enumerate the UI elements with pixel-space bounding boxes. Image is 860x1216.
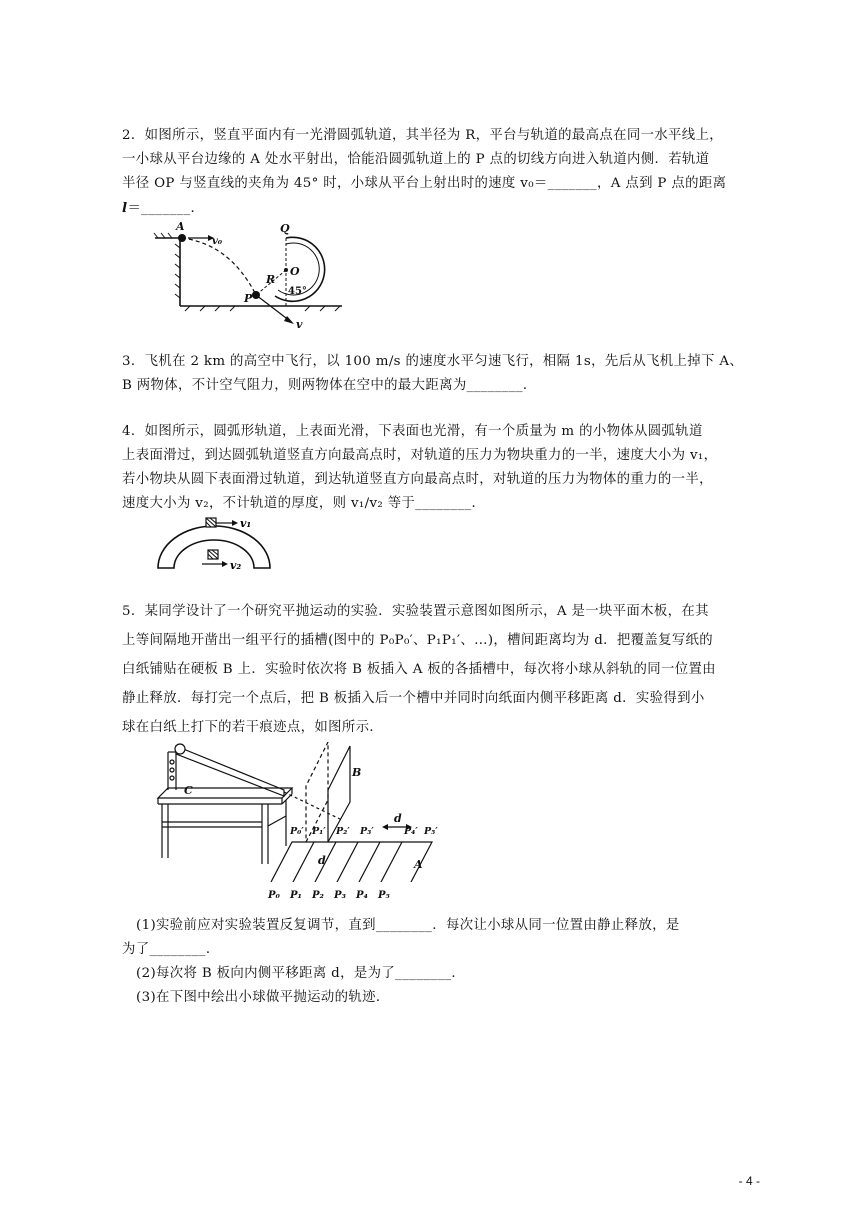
label-v1: v₁: [240, 517, 252, 530]
q5-figure: [152, 742, 442, 882]
label-p3: P₃: [334, 890, 346, 901]
q2-line-3: 半径 OP 与竖直线的夹角为 45° 时，小球从平台上射出时的速度 v₀＝_______，A 点到 P 点的距离: [122, 176, 727, 191]
q2-var-l: l: [122, 200, 128, 216]
q5-line-1: 5．某同学设计了一个研究平抛运动的实验．实验装置示意图如图所示，A 是一块平面木板，在其: [122, 604, 709, 619]
label-p3-prime: P₃′: [360, 826, 374, 837]
label-v2: v₂: [230, 559, 242, 572]
q2-line-1: 2．如图所示，竖直平面内有一光滑圆弧轨道，其半径为 R，平台与轨道的最高点在同一水平线上，: [122, 128, 724, 143]
label-p2: P₂: [312, 890, 324, 901]
label-p0: P₀: [268, 890, 280, 901]
label-v: v: [296, 318, 303, 331]
label-p4-prime: P₄′: [404, 826, 418, 837]
q5-sub2: (2)每次将 B 板向内侧平移距离 d，是为了________．: [136, 966, 466, 981]
q5-line-2: 上等间隔地开凿出一组平行的插槽(图中的 P₀P₀′、P₁P₁′、…)，槽间距离均为 d．把覆盖复写纸的: [122, 633, 714, 648]
label-p0-prime: P₀′: [290, 826, 304, 837]
q5-subquestions: [122, 914, 762, 1010]
label-p1: P₁: [290, 890, 302, 901]
q2-figure: [150, 218, 360, 333]
q4-figure: [150, 512, 275, 572]
label-board-b: B: [352, 766, 362, 779]
label-angle: 45°: [288, 286, 307, 297]
question-2: [122, 124, 762, 221]
label-board-a: A: [414, 858, 423, 871]
ball-p: [252, 291, 260, 299]
question-5: [122, 597, 762, 742]
q5-line-4: 静止释放．每打完一个点后，把 B 板插入后一个槽中并同时向纸面内侧平移距离 d．实验得到小: [122, 691, 705, 706]
label-q: Q: [280, 222, 290, 235]
label-d-bottom: d: [318, 854, 326, 867]
q5-sub3: (3)在下图中绘出小球做平抛运动的轨迹．: [136, 990, 390, 1005]
ball-a: [178, 234, 186, 242]
page-number: - 4 -: [738, 1174, 760, 1188]
q2-line-4-rest: ＝_______．: [127, 201, 205, 216]
q4-line-3: 若小物块从圆下表面滑过轨道，到达轨道竖直方向最高点时，对轨道的压力为物体的重力的一半，: [122, 472, 713, 487]
label-p5: P₅: [378, 890, 390, 901]
label-v0: v₀: [212, 236, 223, 247]
q4-line-4: 速度大小为 v₂，不计轨道的厚度，则 v₁/v₂ 等于________．: [122, 496, 486, 511]
q5-line-5: 球在白纸上打下的若干痕迹点，如图所示．: [122, 720, 384, 735]
question-3: [122, 350, 762, 398]
label-p5-prime: P₅′: [424, 826, 438, 837]
q5-line-3: 白纸铺贴在硬板 B 上．实验时依次将 B 板插入 A 板的各插槽中，每次将小球从斜轨的同一位置由: [122, 662, 716, 677]
label-o: O: [290, 265, 300, 278]
q5-sub1-b: 为了________．: [122, 942, 220, 957]
label-d-top: d: [394, 812, 402, 825]
q3-line-1: 3．飞机在 2 km 的高空中飞行，以 100 m/s 的速度水平匀速飞行，相隔 1s，先后从飞机上掉下 A、: [122, 354, 744, 369]
q3-line-2: B 两物体，不计空气阻力，则两物体在空中的最大距离为________．: [122, 378, 537, 393]
label-c: C: [184, 784, 193, 797]
label-p: P: [244, 292, 253, 305]
q4-line-1: 4．如图所示，圆弧形轨道，上表面光滑，下表面也光滑，有一个质量为 m 的小物体从圆弧轨道: [122, 424, 703, 439]
label-a: A: [176, 220, 185, 233]
label-p1-prime: P₁′: [312, 826, 326, 837]
q5-figure-bottom-labels: [262, 884, 412, 904]
q4-line-2: 上表面滑过，到达圆弧轨道竖直方向最高点时，对轨道的压力为物块重力的一半，速度大小为 v₁，: [122, 448, 718, 463]
label-p4: P₄: [356, 890, 368, 901]
question-4: [122, 420, 762, 516]
label-p2-prime: P₂′: [336, 826, 350, 837]
label-r: R: [266, 273, 276, 286]
q5-sub1-a: (1)实验前应对实验装置反复调节，直到________．每次让小球从同一位置由静止释放，是: [136, 918, 680, 933]
q2-line-2: 一小球从平台边缘的 A 处水平射出，恰能沿圆弧轨道上的 P 点的切线方向进入轨道内侧．若轨道: [122, 152, 710, 167]
